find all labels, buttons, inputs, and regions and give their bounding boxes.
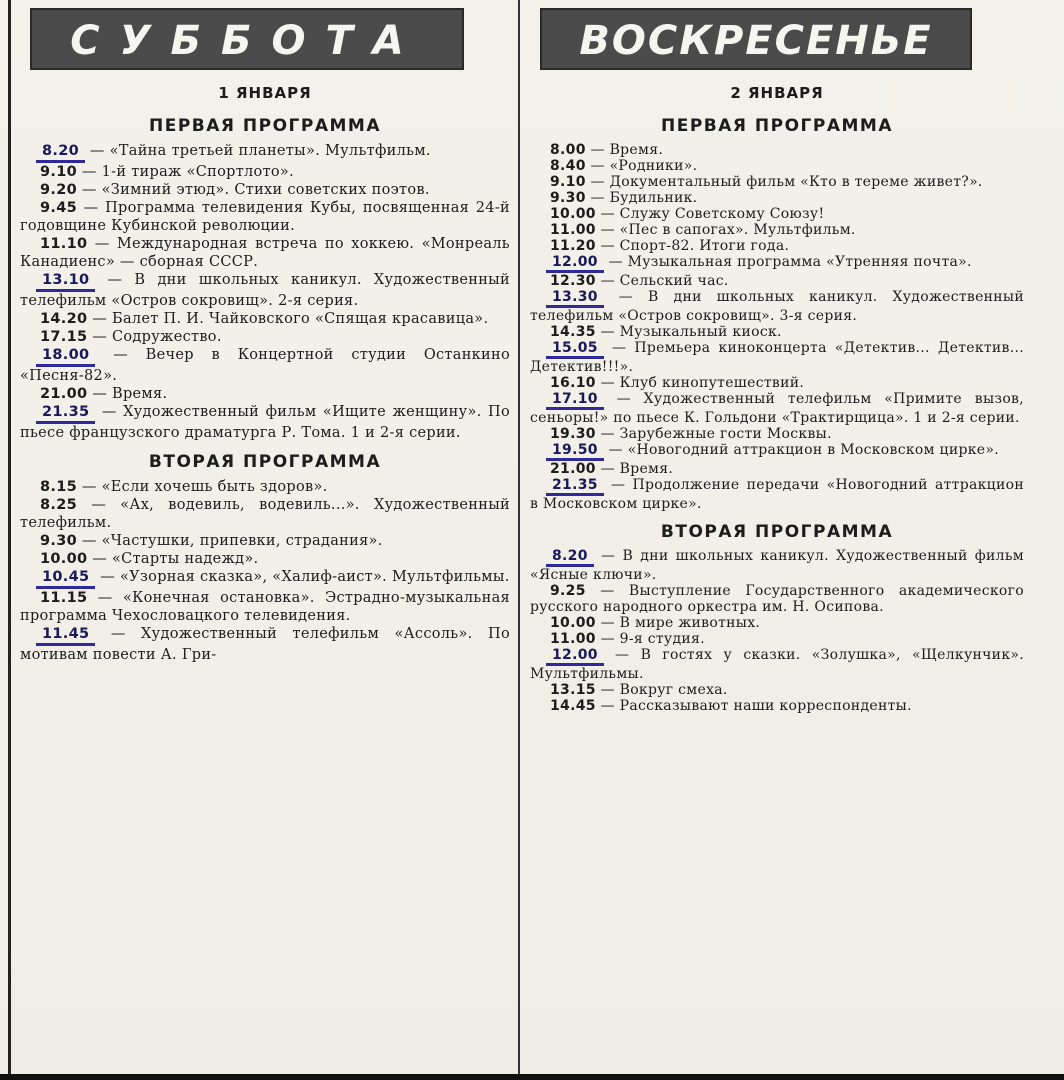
sunday-program1-list	[530, 142, 1024, 512]
entry-text: — «Старты надежд».	[92, 551, 259, 567]
entry-time: 9.20	[40, 182, 77, 198]
schedule-entry	[530, 190, 1024, 206]
schedule-entry	[20, 142, 510, 163]
sunday-date: 2 ЯНВАРЯ	[730, 84, 824, 102]
entry-text: — Программа телевидения Кубы, посвященная 24-й годовщине Кубинской революции.	[20, 200, 510, 234]
saturday-program1-title: ПЕРВАЯ ПРОГРАММА	[148, 116, 381, 136]
entry-text: — Содружество.	[92, 329, 222, 345]
schedule-entry	[20, 346, 510, 385]
entry-text: — Художественный телефильм «Ассоль». По мотивам повести А. Гри-	[20, 626, 510, 663]
entry-text: — Спорт-82. Итоги года.	[600, 238, 790, 254]
schedule-entry	[530, 158, 1024, 174]
entry-text: — Выступление Государственного академического русского народного оркестра им. Н. Осипова.	[530, 583, 1024, 615]
schedule-entry	[530, 477, 1024, 512]
entry-text: — «Частушки, припевки, страдания».	[81, 533, 383, 549]
entry-text: — Балет П. И. Чайковского «Спящая красавица».	[92, 311, 489, 327]
saturday-program1-list	[20, 142, 510, 442]
schedule-entry	[530, 682, 1024, 698]
schedule-entry	[530, 254, 1024, 273]
entry-time: 14.35	[550, 324, 596, 340]
schedule-entry	[530, 206, 1024, 222]
schedule-entry	[20, 199, 510, 235]
entry-time: 11.00	[550, 631, 596, 647]
entry-text: — «Ах, водевиль, водевиль...». Художественный телефильм.	[20, 497, 510, 531]
entry-time: 11.45	[36, 625, 95, 646]
schedule-entry	[20, 550, 510, 568]
entry-text: — «Зимний этюд». Стихи советских поэтов.	[81, 182, 430, 198]
schedule-entry	[20, 403, 510, 442]
entry-time: 17.10	[546, 391, 604, 410]
entry-time: 12.00	[546, 647, 604, 666]
entry-text: — Вечер в Концертной студии Останкино «Песня-82».	[20, 347, 510, 384]
entry-time: 15.05	[546, 340, 604, 359]
entry-text: — В дни школьных каникул. Художественный фильм «Ясные ключи».	[530, 548, 1024, 583]
entry-text: — Документальный фильм «Кто в тереме живет?».	[590, 174, 983, 190]
sunday-program2-list	[530, 548, 1024, 714]
entry-time: 9.10	[550, 174, 586, 190]
entry-text: — «Конечная остановка». Эстрадно-музыкальная программа Чехословацкого телевидения.	[20, 590, 510, 624]
schedule-entry	[530, 174, 1024, 190]
entry-time: 12.30	[550, 273, 596, 289]
entry-time: 9.45	[40, 200, 77, 216]
entry-text: — «Новогодний аттракцион в Московском цирке».	[608, 442, 999, 458]
entry-text: — Премьера киноконцерта «Детектив... Детектив... Детектив!!!».	[530, 340, 1024, 375]
entry-text: — Время.	[600, 461, 674, 477]
sunday-program2-title: ВТОРАЯ ПРОГРАММА	[660, 522, 894, 542]
saturday-program2-list	[20, 478, 510, 664]
entry-time: 13.15	[550, 682, 596, 698]
entry-time: 8.20	[36, 142, 85, 163]
schedule-entry	[20, 235, 510, 271]
schedule-entry	[20, 271, 510, 310]
entry-time: 8.25	[40, 497, 77, 513]
entry-text: — Музыкальный киоск.	[600, 324, 782, 340]
schedule-entry	[530, 273, 1024, 289]
schedule-entry	[20, 478, 510, 496]
entry-time: 21.00	[550, 461, 596, 477]
schedule-entry	[20, 589, 510, 625]
saturday-program2-title: ВТОРАЯ ПРОГРАММА	[148, 452, 382, 472]
saturday-date: 1 ЯНВАРЯ	[218, 84, 312, 102]
schedule-entry	[20, 496, 510, 532]
entry-time: 17.15	[40, 329, 88, 345]
entry-text: — «Родники».	[590, 158, 698, 174]
entry-time: 14.45	[550, 698, 596, 714]
entry-time: 10.00	[40, 551, 88, 567]
entry-time: 19.50	[546, 442, 604, 461]
entry-text: — «Если хочешь быть здоров».	[81, 479, 328, 495]
entry-text: — Музыкальная программа «Утренняя почта».	[608, 254, 972, 270]
entry-time: 19.30	[550, 426, 596, 442]
entry-time: 18.00	[36, 346, 95, 367]
entry-time: 9.30	[550, 190, 586, 206]
entry-text: — Вокруг смеха.	[600, 682, 728, 698]
entry-text: — Художественный фильм «Ищите женщину». По пьесе французского драматурга Р. Тома. 1 и 2-я серии.	[20, 404, 510, 441]
schedule-entry	[20, 310, 510, 328]
sunday-column	[530, 8, 1024, 1074]
entry-time: 11.00	[550, 222, 596, 238]
entry-text: — Служу Советскому Союзу!	[600, 206, 825, 222]
entry-time: 21.00	[40, 386, 88, 402]
schedule-entry	[20, 328, 510, 346]
entry-time: 8.15	[40, 479, 77, 495]
saturday-day-banner: СУББОТА	[30, 8, 464, 70]
entry-text: — «Тайна третьей планеты». Мультфильм.	[89, 143, 431, 159]
schedule-entry	[530, 698, 1024, 714]
entry-time: 21.35	[546, 477, 604, 496]
entry-text: — Продолжение передачи «Новогодний аттракцион в Московском цирке».	[530, 477, 1024, 512]
entry-time: 11.20	[550, 238, 596, 254]
entry-time: 11.10	[40, 236, 88, 252]
schedule-entry	[530, 426, 1024, 442]
entry-text: — Международная встреча по хоккею. «Монреаль Канадиенс» — сборная СССР.	[20, 236, 510, 270]
entry-time: 9.10	[40, 164, 77, 180]
entry-text: — Будильник.	[590, 190, 698, 206]
schedule-entry	[530, 375, 1024, 391]
left-border-rule	[8, 0, 11, 1080]
entry-time: 8.40	[550, 158, 586, 174]
entry-text: — «Пес в сапогах». Мультфильм.	[600, 222, 856, 238]
entry-time: 13.30	[546, 289, 604, 308]
schedule-entry	[20, 181, 510, 199]
entry-time: 16.10	[550, 375, 596, 391]
entry-text: — В мире животных.	[600, 615, 761, 631]
schedule-entry	[20, 532, 510, 550]
entry-time: 21.35	[36, 403, 95, 424]
entry-time: 8.00	[550, 142, 586, 158]
entry-text: — Клуб кинопутешествий.	[600, 375, 805, 391]
entry-time: 14.20	[40, 311, 88, 327]
schedule-entry	[530, 442, 1024, 461]
entry-time: 10.00	[550, 615, 596, 631]
schedule-entry	[530, 615, 1024, 631]
entry-text: — «Узорная сказка», «Халиф-аист». Мультфильмы.	[100, 569, 510, 585]
entry-time: 12.00	[546, 254, 604, 273]
entry-text: — В гостях у сказки. «Золушка», «Щелкунчик». Мультфильмы.	[530, 647, 1024, 682]
schedule-entry	[20, 385, 510, 403]
schedule-entry	[20, 625, 510, 664]
sunday-day-banner: ВОСКРЕСЕНЬЕ	[540, 8, 972, 70]
entry-time: 9.25	[550, 583, 586, 599]
entry-time: 9.30	[40, 533, 77, 549]
saturday-column	[20, 8, 510, 1074]
entry-time: 10.00	[550, 206, 596, 222]
schedule-entry	[530, 647, 1024, 682]
schedule-entry	[530, 289, 1024, 324]
column-divider	[518, 0, 520, 1080]
entry-text: — Художественный телефильм «Примите вызов, сеньоры!» по пьесе К. Гольдони «Трактирщица». 1 и 2-я серии.	[530, 391, 1024, 426]
entry-time: 11.15	[40, 590, 88, 606]
schedule-entry	[530, 461, 1024, 477]
entry-text: — Рассказывают наши корреспонденты.	[600, 698, 912, 714]
entry-text: — В дни школьных каникул. Художественный телефильм «Остров сокровищ». 2-я серия.	[20, 272, 510, 309]
entry-time: 10.45	[36, 568, 95, 589]
schedule-entry	[20, 163, 510, 181]
schedule-entry	[530, 583, 1024, 615]
schedule-entry	[530, 340, 1024, 375]
entry-time: 8.20	[546, 548, 594, 567]
entry-text: — В дни школьных каникул. Художественный телефильм «Остров сокровищ». 3-я серия.	[530, 289, 1024, 324]
schedule-entry	[530, 238, 1024, 254]
schedule-entry	[530, 142, 1024, 158]
bottom-border-rule	[0, 1074, 1064, 1080]
entry-text: — 1-й тираж «Спортлото».	[81, 164, 295, 180]
entry-text: — Время.	[590, 142, 664, 158]
schedule-entry	[530, 324, 1024, 340]
schedule-entry	[530, 222, 1024, 238]
sunday-program1-title: ПЕРВАЯ ПРОГРАММА	[660, 116, 893, 136]
schedule-entry	[20, 568, 510, 589]
schedule-entry	[530, 391, 1024, 426]
schedule-entry	[530, 548, 1024, 583]
entry-text: — Время.	[92, 386, 168, 402]
entry-time: 13.10	[36, 271, 95, 292]
entry-text: — Сельский час.	[600, 273, 729, 289]
entry-text: — 9-я студия.	[600, 631, 705, 647]
entry-text: — Зарубежные гости Москвы.	[600, 426, 832, 442]
schedule-entry	[530, 631, 1024, 647]
